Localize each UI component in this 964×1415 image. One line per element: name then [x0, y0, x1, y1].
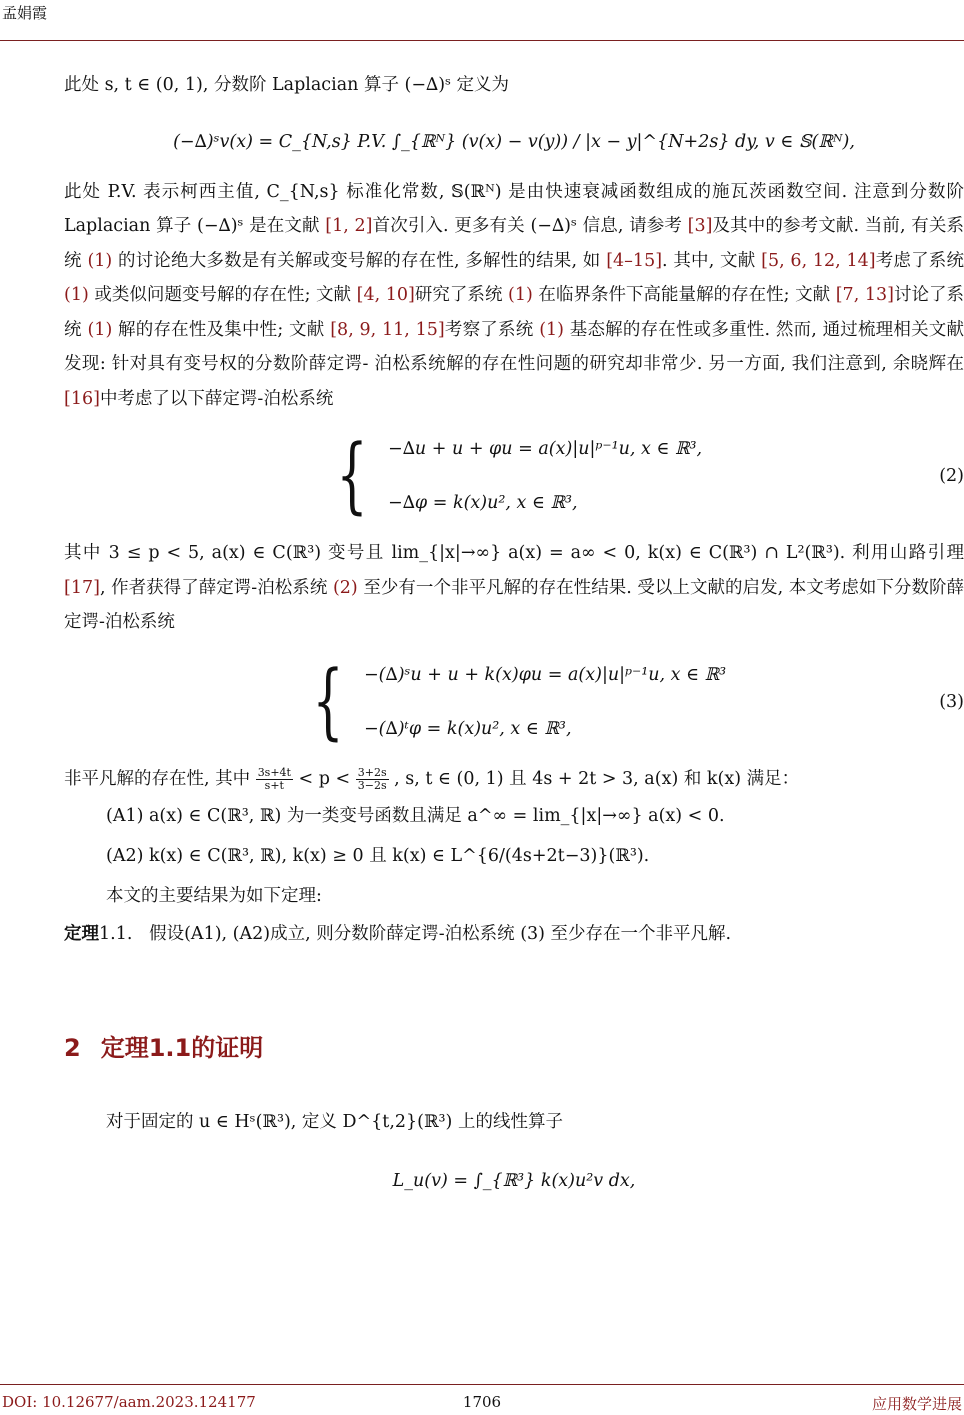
equation-text: L_u(v) = ∫_{ℝ³} k(x)u²v dx, — [392, 1170, 636, 1191]
equation-line: −∆u + u + φu = a(x)|u|ᵖ⁻¹u, x ∈ ℝ³, — [388, 439, 703, 459]
equation-line: −(∆)ˢu + u + k(x)φu = a(x)|u|ᵖ⁻¹u, x ∈ ℝ³ — [364, 664, 727, 685]
section-number: 2 — [64, 1034, 81, 1062]
left-brace: { — [312, 653, 344, 749]
section-heading — [64, 1028, 964, 1063]
result-paragraph: 其中 3 ≤ p < 5, a(x) ∈ C(ℝ³) 变号且 lim_{|x|→∞} a(x) = a∞ < 0, k(x) ∈ C(ℝ³) ∩ L²(ℝ³). 利用山路引理 [17], 作者获得了薛定谔-泊松系统 (2) 至少有一个非平凡解的存在性结果. 受以上文献的启发, 本文考虑如下分数阶薛定谔-泊松系统 — [64, 543, 964, 632]
page-body — [64, 68, 964, 1196]
condition-intro: 非平凡解的存在性, 其中 $\frac{3s+4t}{s+t}$ < p < $\frac{3+2s}{3-2s}$ , s, t ∈ (0, 1) 且 4s + 2t > 3, a(x) 和 k(x) 满足： — [64, 765, 800, 792]
intro-paragraph: 此处 s, t ∈ (0, 1), 分数阶 Laplacian 算子 (−∆)ˢ 定义为 — [64, 75, 510, 95]
equation-ref-link[interactable]: (1) — [64, 285, 89, 305]
equation-number: (2) — [939, 466, 964, 486]
fraction: $\frac{3+2s}{3-2s}$ — [357, 765, 387, 792]
main-result-intro: 本文的主要结果为如下定理: — [106, 886, 322, 906]
equation-system — [302, 653, 727, 749]
page-number: 1706 — [462, 1393, 502, 1411]
assumption-a2: (A2) k(x) ∈ C(ℝ³, ℝ), k(x) ≥ 0 且 k(x) ∈ L^{6/(4s+2t−3)}(ℝ³). — [106, 846, 650, 866]
journal-name: 应用数学进展 — [871, 1395, 962, 1413]
equation-system — [326, 428, 703, 523]
equation-line: −∆φ = k(x)u², x ∈ ℝ³, — [388, 493, 578, 513]
page-footer — [0, 1384, 964, 1415]
theorem-label: 定理 — [64, 924, 99, 944]
doi-link[interactable]: DOI: 10.12677/aam.2023.124177 — [2, 1393, 256, 1411]
equation-linear-operator — [64, 1166, 964, 1196]
citation-link[interactable]: [17] — [64, 577, 100, 598]
equation-ref-link[interactable]: (1) — [508, 285, 533, 305]
citation-link[interactable]: [7, 13] — [835, 285, 894, 305]
page-header — [0, 0, 964, 41]
assumption-a1: (A1) a(x) ∈ C(ℝ³, ℝ) 为一类变号函数且满足 a^∞ = lim_{|x|→∞} a(x) < 0. — [106, 806, 725, 826]
author-name: 孟娟霞 — [2, 4, 48, 22]
equation-ref-link[interactable]: (1) — [87, 250, 113, 271]
equation-ref-link[interactable]: (2) — [332, 577, 358, 598]
section-paragraph: 对于固定的 u ∈ Hˢ(ℝ³), 定义 D^{t,2}(ℝ³) 上的线性算子 — [106, 1112, 563, 1132]
citation-link[interactable]: [16] — [64, 388, 100, 409]
equation-ref-link[interactable]: (1) — [87, 319, 113, 340]
fraction: $\frac{3s+4t}{s+t}$ — [257, 765, 291, 792]
citation-link[interactable]: [4–15] — [606, 250, 663, 271]
theorem-text: 假设(A1), (A2)成立, 则分数阶薛定谔-泊松系统 (3) 至少存在一个非平凡解. — [149, 924, 732, 944]
citation-link[interactable]: [5, 6, 12, 14] — [761, 250, 876, 271]
theorem-number: 1.1. — [99, 924, 133, 944]
equation-text: (−∆)ˢv(x) = C_{N,s} P.V. ∫_{ℝᴺ} (v(x) − v(y)) / |x − y|^{N+2s} dy, v ∈ 𝕊(ℝᴺ), — [173, 131, 855, 152]
equation-fractional-laplacian — [64, 127, 964, 157]
equation-line: −(∆)ᵗφ = k(x)u², x ∈ ℝ³, — [364, 718, 572, 739]
citation-link[interactable]: [4, 10] — [356, 285, 415, 305]
equation-number: (3) — [939, 691, 964, 712]
equation-ref-link[interactable]: (1) — [539, 319, 564, 340]
equation-system-3 — [64, 653, 964, 749]
left-brace: { — [336, 428, 368, 523]
theorem-1-1 — [64, 916, 964, 952]
section-title: 定理1.1的证明 — [100, 1034, 264, 1062]
citation-link[interactable]: [8, 9, 11, 15] — [330, 319, 445, 340]
citation-link[interactable]: [1, 2] — [325, 216, 373, 236]
citation-link[interactable]: [3] — [687, 216, 713, 236]
equation-system-2 — [64, 428, 964, 523]
literature-paragraph: 此处 P.V. 表示柯西主值, C_{N,s} 标准化常数, 𝕊(ℝᴺ) 是由快速衰减函数组成的施瓦茨函数空间. 注意到分数阶 Laplacian 算子 (−∆)ˢ 是在文献 [1, 2]首次引入. 更多有关 (−∆)ˢ 信息, 请参考 [3]及其中的参考文献. 当前, 有关系统 (1) 的讨论绝大多数是有关解或变号解的存在性, 多解性的结果, 如 [4–15]. 其中, 文献 [5, 6, 12, 14]考虑了系统 (1) 或类似问题变号解的存在性; 文献 [4, 10]研究了系统 (1) 在临界条件下高能量解的存在性; 文献 [7, 13]讨论了系统 (1) 解的存在性及集中性; 文献 [8, 9, 11, 15]考察了系统 (1) 基态解的存在性或多重性. 然而, 通过梳理相关文献发现: 针对具有变号权的分数阶薛定谔- 泊松系统解的存在性问题的研究却非常少. 另一方面, 我们注意到, 余晓辉在 [16]中考虑了以下薛定谔-泊松系统 — [64, 181, 964, 409]
